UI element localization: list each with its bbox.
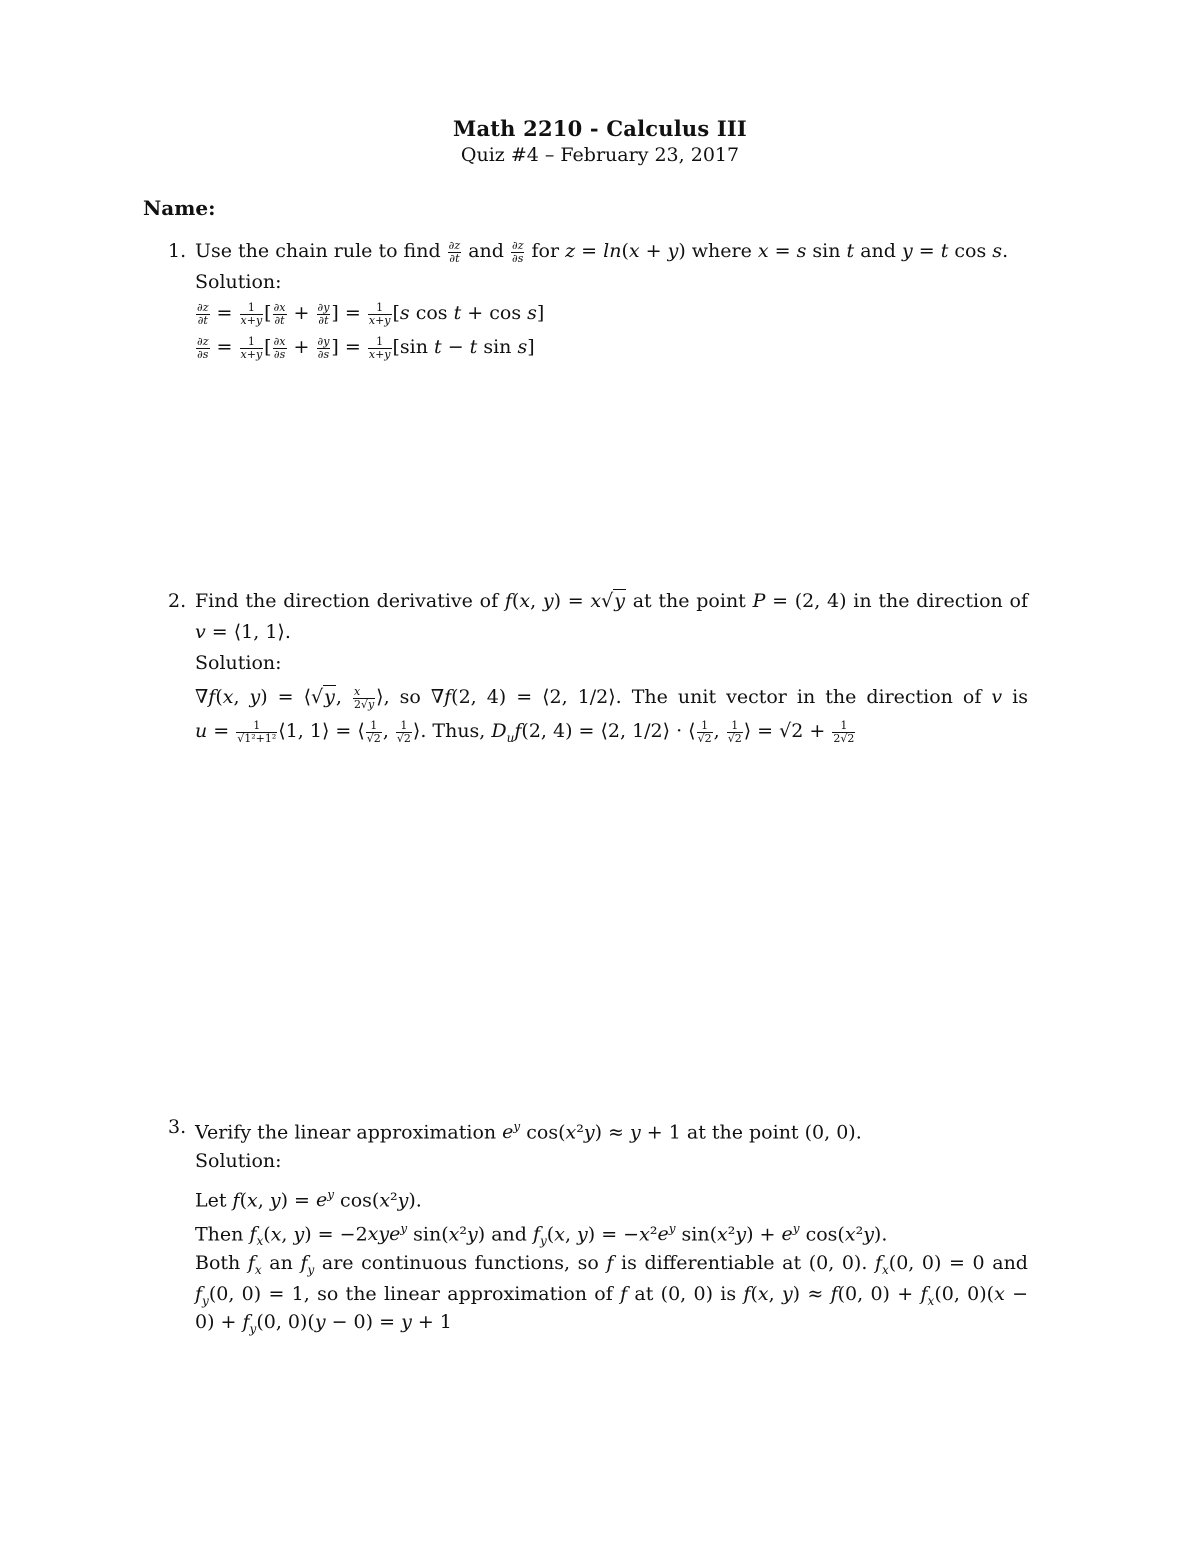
problem-statement: Find the direction derivative of f(x, y) = x√y at the point P = (2, 4) in the direction of xyxy=(195,590,1028,612)
problem-number: 1. xyxy=(168,240,187,262)
problem-number: 3. xyxy=(168,1116,187,1138)
name-label: Name: xyxy=(143,196,216,220)
solution-label: Solution: xyxy=(195,271,282,293)
problem-number: 2. xyxy=(168,590,187,612)
solution-line: $f_y(0$, 0) = 1, so the linear approximation of f at (0, 0) is f(x, y) ≈ f(0, $0) + f_x(0$, 0)(x − xyxy=(195,1283,1028,1308)
solution-line: $0) + f_y(0$, 0)(y − 0) = y + 1 xyxy=(195,1311,452,1336)
problem-3 xyxy=(168,1110,1028,1336)
problem-statement-cont: v = ⟨1, 1⟩. xyxy=(195,621,291,643)
solution-line: Let f(x, $y) = e^y$ cos(x²y). xyxy=(195,1188,422,1212)
problem-statement: Verify the linear approximation $e^y$ cos(x²y) ≈ y + 1 at the point (0, 0). xyxy=(195,1120,862,1144)
problem-2 xyxy=(168,584,1028,748)
solution-line: ∇f(x, y) = ⟨√y, $\frac{x}{2√y}$ ⟩, so ∇f(2, 4) = ⟨2, 1/2⟩. The unit vector in the direction of v is xyxy=(195,684,1028,711)
solution-line: $\frac{\partial z}{\partial s}$ = $\frac{1}{x+y}$ [ $\frac{\partial x}{\partial s}$ + $\frac{\partial y}{\partial s}$ ] = $\frac{1}{x+y}$ [sin t − t sin s] xyxy=(197,334,535,361)
problem-statement: Use the chain rule to find $\frac{\partial z}{\partial t}$ and $\frac{\partial z}{\partial s}$ for z = ln(x + y) where x = s sin t and y = t cos s. xyxy=(195,238,1009,265)
solution-line: u = $\frac{1}{\text{√1²+1²}}$ ⟨1, 1⟩ = ⟨ $\frac{1}{√2}$ , $\frac{1}{√2}$ ⟩. Thus, $D_uf(2$, 4) = ⟨2, 1/2⟩ · ⟨ $\frac{1}{√2}$ , $\frac{1}{√2}$ ⟩ = √2 + $\frac{1}{2√2}$ xyxy=(195,718,855,745)
problem-1 xyxy=(168,234,1028,364)
solution-label: Solution: xyxy=(195,1150,282,1172)
document-subtitle: Quiz #4 – February 23, 2017 xyxy=(460,144,740,166)
solution-line: Both $f_x$ an $f_y$ are continuous functions, so f is differentiable at (0, 0). $f_x(0$, 0) = 0 and xyxy=(195,1252,1028,1277)
document-title: Math 2210 - Calculus III xyxy=(453,116,747,141)
solution-line: $\frac{\partial z}{\partial t}$ = $\frac{1}{x+y}$ [ $\frac{\partial x}{\partial t}$ + $\frac{\partial y}{\partial t}$ ] = $\frac{1}{x+y}$ [s cos t + cos s] xyxy=(197,300,545,327)
solution-line: Then $f_x(x$, y) = −2xye$^y$ sin(x²y) and $f_y(x$, $y) = -x^2e^y$ $\sin(x^2y) + e^y$ cos(x²y). xyxy=(195,1222,888,1249)
solution-label: Solution: xyxy=(195,652,282,674)
